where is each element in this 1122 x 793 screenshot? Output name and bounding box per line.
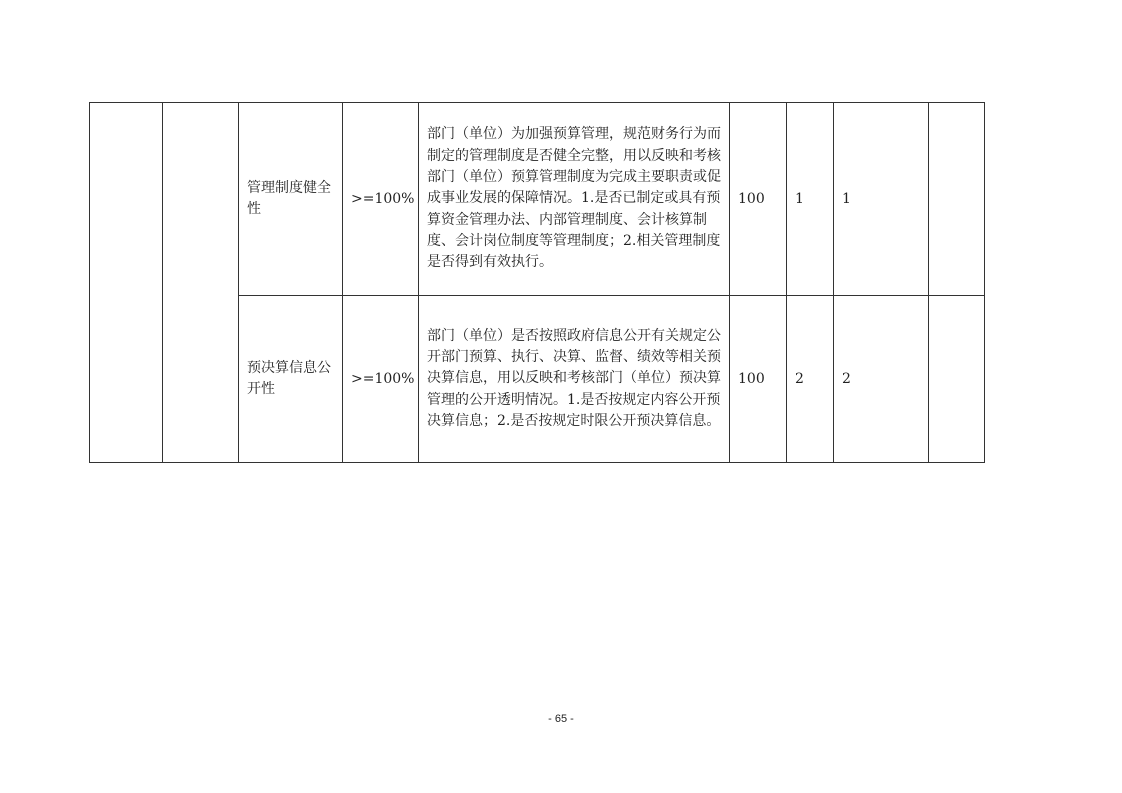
page-number: - 65 -	[548, 713, 574, 725]
weight-cell: 1	[787, 103, 834, 296]
actual-value-cell: 100	[730, 296, 787, 463]
actual-value-cell: 100	[730, 103, 787, 296]
level1-category-cell	[90, 103, 163, 463]
score-cell: 1	[834, 103, 929, 296]
performance-indicator-table	[89, 102, 985, 463]
remark-cell	[929, 103, 985, 296]
indicator-description-cell: 部门（单位）为加强预算管理，规范财务行为而制定的管理制度是否健全完整，用以反映和考核部门（单位）预算管理制度为完成主要职责或促成事业发展的保障情况。1.是否已制定或具有预算资金管理办法、内部管理制度、会计核算制度、会计岗位制度等管理制度；2.相关管理制度是否得到有效执行。	[419, 103, 730, 296]
table-row	[90, 103, 985, 296]
level2-category-cell	[163, 103, 239, 463]
weight-cell: 2	[787, 296, 834, 463]
remark-cell	[929, 296, 985, 463]
indicator-name-cell: 预决算信息公开性	[239, 296, 343, 463]
target-value-cell: >=100%	[343, 296, 419, 463]
score-cell: 2	[834, 296, 929, 463]
target-value-cell: >=100%	[343, 103, 419, 296]
indicator-name-cell: 管理制度健全性	[239, 103, 343, 296]
indicator-description-cell: 部门（单位）是否按照政府信息公开有关规定公开部门预算、执行、决算、监督、绩效等相关预决算信息，用以反映和考核部门（单位）预决算管理的公开透明情况。1.是否按规定内容公开预决算信息；2.是否按规定时限公开预决算信息。	[419, 296, 730, 463]
